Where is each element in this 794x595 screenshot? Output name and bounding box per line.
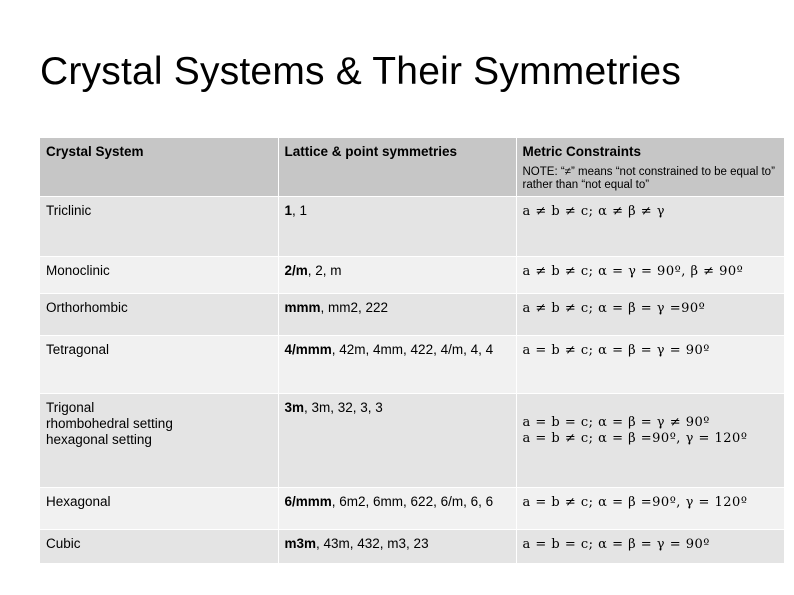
metric-text: a ≠ b ≠ c; α = β = γ =90º (522, 301, 706, 316)
table-row (40, 197, 784, 257)
lattice-rest: , 2, m (307, 263, 342, 278)
lattice-rest: , 1 (292, 203, 308, 218)
table-row (40, 394, 784, 488)
metric-text: a ≠ b ≠ c; α ≠ β ≠ γ (522, 204, 666, 219)
header-metric (516, 138, 784, 197)
lattice-bold: mmm (284, 300, 321, 315)
lattice-bold: 3m (284, 400, 305, 415)
table-row (40, 294, 784, 336)
cell-metric (516, 197, 784, 257)
lattice-bold: m3m (284, 536, 317, 551)
lattice-rest: , 6m2, 6mm, 622, 6/m, 6, 6 (331, 494, 494, 509)
slide-title: Crystal Systems & Their Symmetries (40, 50, 682, 93)
header-system-label: Crystal System (46, 144, 144, 159)
header-lattice (278, 138, 516, 197)
metric-text: a ≠ b ≠ c; α = γ = 90º, β ≠ 90º (522, 264, 744, 279)
cell-lattice (278, 197, 516, 257)
metric-text: a = b ≠ c; α = β = γ = 90º (522, 343, 710, 358)
table-row (40, 488, 784, 530)
cell-lattice (278, 488, 516, 530)
lattice-bold: 6/mmm (284, 494, 332, 509)
system-line: Trigonal (46, 400, 95, 415)
lattice-bold: 4/mmm (284, 342, 332, 357)
lattice-rest: , 3m, 32, 3, 3 (304, 400, 383, 415)
system-line: rhombohedral setting (46, 416, 173, 431)
cell-lattice (278, 530, 516, 564)
table-row (40, 336, 784, 394)
lattice-rest: , 43m, 432, m3, 23 (316, 536, 429, 551)
lattice-rest: , 42m, 4mm, 422, 4/m, 4, 4 (331, 342, 494, 357)
cell-system: Tetragonal (40, 336, 278, 394)
cell-metric (516, 294, 784, 336)
cell-metric (516, 257, 784, 294)
lattice-rest: , mm2, 222 (320, 300, 389, 315)
cell-system: Triclinic (40, 197, 278, 257)
metric-text: a = b = c; α = β = γ = 90º (522, 537, 710, 552)
crystal-systems-table (40, 138, 785, 564)
metric-line: a = b ≠ c; α = β =90º, γ = 120º (522, 431, 748, 446)
cell-metric (516, 336, 784, 394)
cell-system: Cubic (40, 530, 278, 564)
header-metric-label: Metric Constraints (522, 144, 642, 159)
metric-line: a = b = c; α = β = γ ≠ 90º (522, 415, 710, 430)
system-line: hexagonal setting (46, 432, 152, 447)
cell-metric (516, 530, 784, 564)
cell-metric (516, 394, 784, 488)
cell-lattice (278, 257, 516, 294)
lattice-bold: 2/m (284, 263, 308, 278)
header-metric-note: NOTE: “≠” means “not constrained to be equal to” rather than “not equal to” (522, 166, 775, 191)
cell-system (40, 394, 278, 488)
metric-text: a = b ≠ c; α = β =90º, γ = 120º (522, 495, 748, 510)
cell-lattice (278, 394, 516, 488)
lattice-bold: 1 (284, 203, 293, 218)
cell-system: Monoclinic (40, 257, 278, 294)
table-row (40, 257, 784, 294)
cell-lattice (278, 294, 516, 336)
table-header-row (40, 138, 784, 197)
cell-system: Orthorhombic (40, 294, 278, 336)
table-row (40, 530, 784, 564)
cell-metric (516, 488, 784, 530)
cell-system: Hexagonal (40, 488, 278, 530)
header-crystal-system (40, 138, 278, 197)
cell-lattice (278, 336, 516, 394)
header-lattice-label: Lattice & point symmetries (284, 144, 458, 159)
